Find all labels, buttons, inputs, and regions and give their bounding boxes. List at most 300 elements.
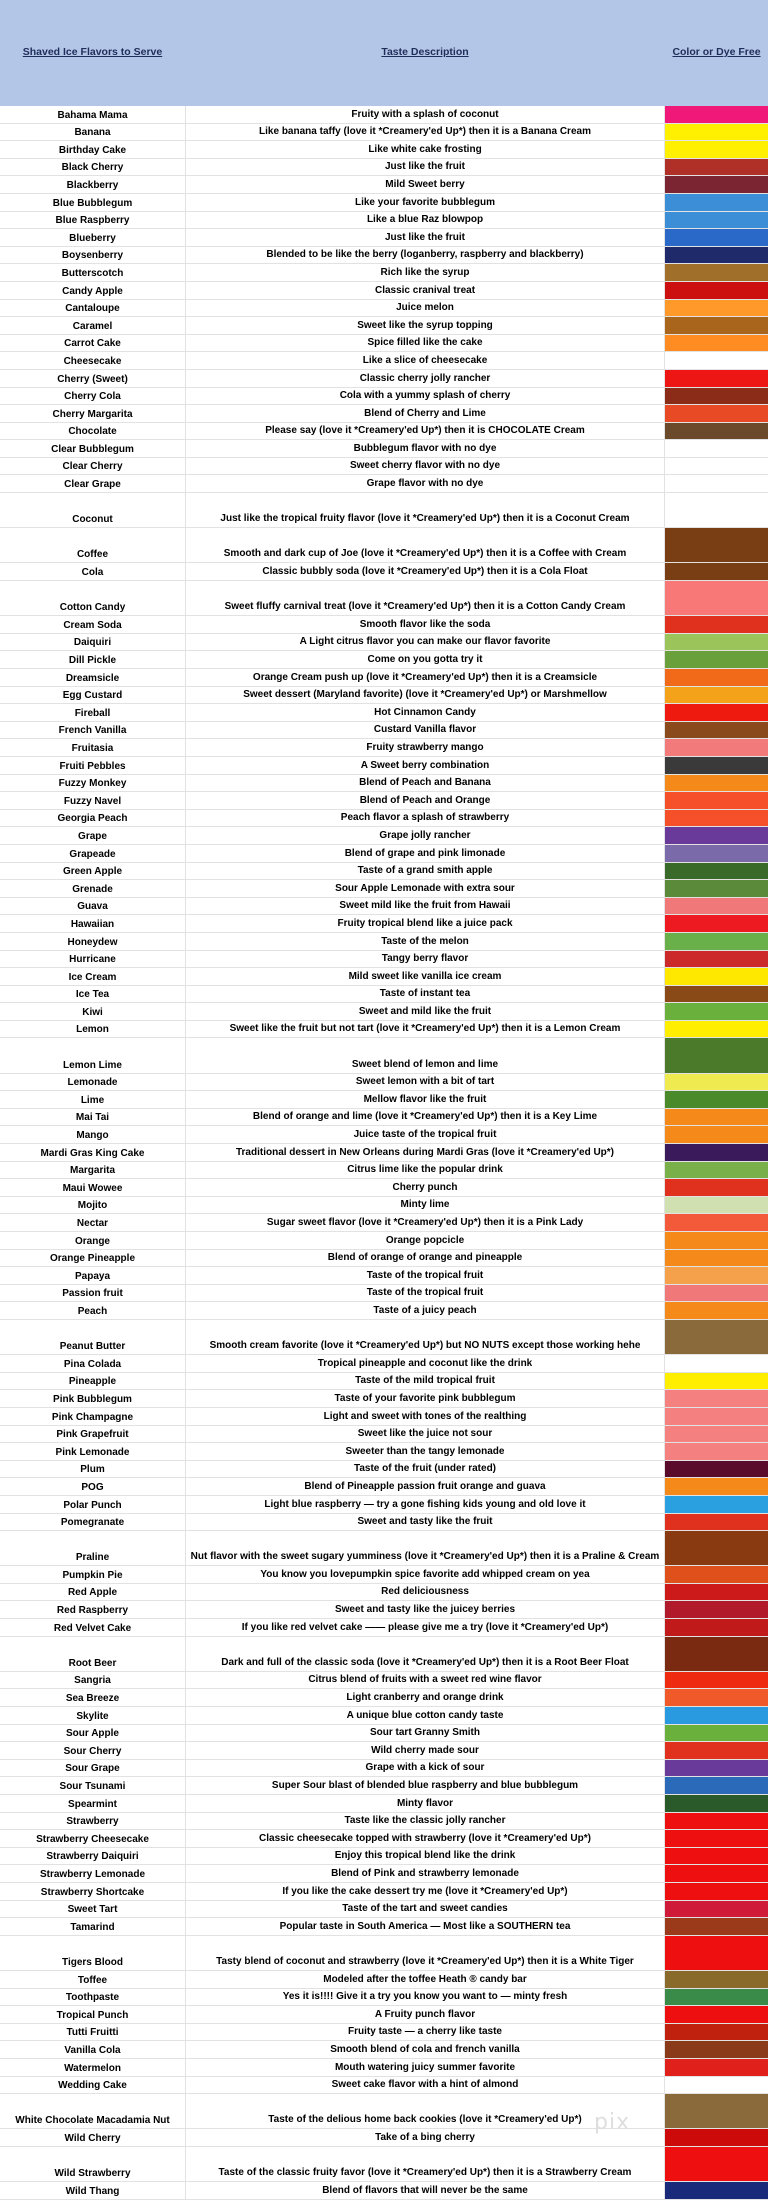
flavor-description: Taste of the tropical fruit <box>185 1267 665 1284</box>
flavor-name: Daiquiri <box>73 637 112 649</box>
flavor-description: Blend of Pink and strawberry lemonade <box>185 1865 665 1882</box>
flavor-description: Classic cranival treat <box>185 282 665 299</box>
flavor-row <box>0 1989 768 2007</box>
flavor-row <box>0 1936 768 1971</box>
flavor-color-swatch <box>665 1742 768 1759</box>
flavor-color-swatch <box>665 1777 768 1794</box>
flavor-row <box>0 247 768 265</box>
flavor-name: Clear Bubblegum <box>51 443 134 455</box>
flavor-row <box>0 2041 768 2059</box>
flavor-color-swatch <box>665 1566 768 1583</box>
flavor-row <box>0 335 768 353</box>
flavor-color-swatch <box>665 1373 768 1390</box>
flavor-color-swatch <box>665 1320 768 1354</box>
flavor-color-swatch <box>665 2006 768 2023</box>
flavor-color-swatch <box>665 317 768 334</box>
flavor-name: Strawberry Daiquiri <box>46 1851 139 1863</box>
flavor-color-swatch <box>665 440 768 457</box>
flavor-name: Boysenberry <box>61 250 124 262</box>
flavor-row <box>0 1760 768 1778</box>
flavor-name: Wild Cherry <box>64 2132 121 2144</box>
flavor-row <box>0 915 768 933</box>
flavor-color-swatch <box>665 810 768 827</box>
flavor-row <box>0 1302 768 1320</box>
flavor-name: Pink Grapefruit <box>56 1429 129 1441</box>
flavor-description: Sweet fluffy carnival treat (love it *Creamery'ed Up*) then it is a Cotton Candy Cream <box>185 581 665 615</box>
flavor-row <box>0 1795 768 1813</box>
flavor-name: Black Cherry <box>61 162 124 174</box>
flavor-description: Taste of your favorite pink bubblegum <box>185 1390 665 1407</box>
flavor-description: Light and sweet with tones of the realthing <box>185 1408 665 1425</box>
flavor-color-swatch <box>665 2129 768 2146</box>
flavor-name: Ice Tea <box>75 989 110 1001</box>
flavor-row <box>0 1584 768 1602</box>
flavor-color-swatch <box>665 2059 768 2076</box>
flavor-color-swatch <box>665 880 768 897</box>
flavor-row <box>0 1091 768 1109</box>
color-column-heading: Color or Dye Free <box>672 46 761 58</box>
flavor-name: Margarita <box>69 1165 115 1177</box>
flavor-color-swatch <box>665 1848 768 1865</box>
flavor-column-heading: Shaved Ice Flavors to Serve <box>22 46 163 58</box>
flavor-color-swatch <box>665 634 768 651</box>
flavor-name: Banana <box>74 127 111 139</box>
flavor-color-swatch <box>665 423 768 440</box>
flavor-name: Orange <box>74 1235 110 1247</box>
flavor-name: Sweet Tart <box>67 1904 118 1916</box>
flavor-description: Tasty blend of coconut and strawberry (love it *Creamery'ed Up*) then it is a White Tiger <box>185 1936 665 1970</box>
flavor-name: Spearmint <box>68 1798 117 1810</box>
flavor-row <box>0 2182 768 2200</box>
flavor-name: Mango <box>76 1130 109 1142</box>
flavor-color-swatch <box>665 1179 768 1196</box>
flavor-row <box>0 810 768 828</box>
flavor-row <box>0 687 768 705</box>
flavor-row <box>0 1637 768 1672</box>
flavor-description: Citrus blend of fruits with a sweet red wine flavor <box>185 1672 665 1689</box>
flavor-color-swatch <box>665 1637 768 1671</box>
flavor-name: Grapeade <box>69 848 116 860</box>
flavor-row <box>0 528 768 563</box>
flavor-color-swatch <box>665 1989 768 2006</box>
flavor-name: Sour Apple <box>66 1728 119 1740</box>
flavor-row <box>0 1038 768 1073</box>
flavor-name: Tigers Blood <box>62 1956 123 1968</box>
flavor-row <box>0 1443 768 1461</box>
flavor-description: Sweet like the juice not sour <box>185 1426 665 1443</box>
flavor-name: Hawaiian <box>70 918 115 930</box>
flavor-description: A unique blue cotton candy taste <box>185 1707 665 1724</box>
flavor-color-swatch <box>665 1601 768 1618</box>
flavor-name: Tropical Punch <box>56 2009 129 2021</box>
flavor-color-swatch <box>665 405 768 422</box>
flavor-description: Blend of orange of orange and pineapple <box>185 1250 665 1267</box>
flavor-color-swatch <box>665 722 768 739</box>
flavor-table-body <box>0 106 768 2200</box>
flavor-row <box>0 775 768 793</box>
flavor-color-swatch <box>665 968 768 985</box>
flavor-description: Sweet and mild like the fruit <box>185 1003 665 1020</box>
flavor-description: Just like the tropical fruity flavor (love it *Creamery'ed Up*) then it is a Coconut Cream <box>185 493 665 527</box>
flavor-name: Sangria <box>74 1675 111 1687</box>
flavor-description: Sweet lemon with a bit of tart <box>185 1074 665 1091</box>
flavor-row <box>0 1883 768 1901</box>
flavor-description: A Sweet berry combination <box>185 757 665 774</box>
flavor-row <box>0 827 768 845</box>
flavor-name: Sour Cherry <box>63 1745 122 1757</box>
flavor-name: Strawberry Lemonade <box>39 1868 146 1880</box>
flavor-description: Cola with a yummy splash of cherry <box>185 388 665 405</box>
flavor-row <box>0 1478 768 1496</box>
flavor-name: Georgia Peach <box>57 813 128 825</box>
flavor-color-swatch <box>665 704 768 721</box>
flavor-color-swatch <box>665 2182 768 2199</box>
flavor-description: If you like the cake dessert try me (love it *Creamery'ed Up*) <box>185 1883 665 1900</box>
flavor-description: Mellow flavor like the fruit <box>185 1091 665 1108</box>
flavor-color-swatch <box>665 264 768 281</box>
flavor-name: Clear Grape <box>64 479 121 491</box>
flavor-name: Blueberry <box>69 232 116 244</box>
flavor-name: Pineapple <box>68 1376 117 1388</box>
flavor-description: Mouth watering juicy summer favorite <box>185 2059 665 2076</box>
flavor-name: Nectar <box>76 1218 109 1229</box>
flavor-color-swatch <box>665 757 768 774</box>
flavor-description: Come on you gotta try it <box>185 651 665 668</box>
flavor-color-swatch <box>665 1038 768 1072</box>
flavor-description: Like a slice of cheesecake <box>185 352 665 369</box>
flavor-name: Strawberry <box>66 1816 119 1828</box>
flavor-row <box>0 2024 768 2042</box>
flavor-name: Green Apple <box>62 866 123 878</box>
flavor-description: A Fruity punch flavor <box>185 2006 665 2023</box>
flavor-description: Fruity strawberry mango <box>185 739 665 756</box>
flavor-row <box>0 563 768 581</box>
flavor-name: Egg Custard <box>62 690 123 702</box>
flavor-name: Mai Tai <box>75 1112 110 1124</box>
flavor-description: Like banana taffy (love it *Creamery'ed Up*) then it is a Banana Cream <box>185 124 665 141</box>
flavor-row <box>0 704 768 722</box>
flavor-row <box>0 1074 768 1092</box>
flavor-description: Sweet blend of lemon and lime <box>185 1038 665 1072</box>
flavor-description: Grape jolly rancher <box>185 827 665 844</box>
flavor-row <box>0 493 768 528</box>
flavor-color-swatch <box>665 863 768 880</box>
flavor-row <box>0 739 768 757</box>
flavor-description: Take of a bing cherry <box>185 2129 665 2146</box>
flavor-description: Bubblegum flavor with no dye <box>185 440 665 457</box>
flavor-row <box>0 405 768 423</box>
flavor-row <box>0 1390 768 1408</box>
flavor-description: Nut flavor with the sweet sugary yumminess (love it *Creamery'ed Up*) then it is a Praline & Cream <box>185 1531 665 1565</box>
flavor-description: Orange Cream push up (love it *Creamery'ed Up*) then it is a Creamsicle <box>185 669 665 686</box>
flavor-description: Sweet dessert (Maryland favorite) (love it *Creamery'ed Up*) or Marshmellow <box>185 687 665 704</box>
flavor-row <box>0 880 768 898</box>
flavor-name: Sour Tsunami <box>59 1781 126 1792</box>
flavor-description: Classic cheesecake topped with strawberry (love it *Creamery'ed Up*) <box>185 1830 665 1847</box>
flavor-color-swatch <box>665 563 768 580</box>
flavor-color-swatch <box>665 247 768 264</box>
flavor-description: Taste of the delious home back cookies (love it *Creamery'ed Up*) <box>185 2094 665 2128</box>
flavor-color-swatch <box>665 1285 768 1302</box>
flavor-row <box>0 423 768 441</box>
flavor-color-swatch <box>665 1760 768 1777</box>
flavor-name: Blue Bubblegum <box>52 197 133 209</box>
flavor-row <box>0 141 768 159</box>
flavor-color-swatch <box>665 1689 768 1706</box>
flavor-row <box>0 2094 768 2129</box>
flavor-description: Citrus lime like the popular drink <box>185 1162 665 1179</box>
flavor-color-swatch <box>665 2041 768 2058</box>
flavor-color-swatch <box>665 986 768 1003</box>
flavor-description: Please say (love it *Creamery'ed Up*) then it is CHOCOLATE Cream <box>185 423 665 440</box>
flavor-description: Wild cherry made sour <box>185 1742 665 1759</box>
flavor-row <box>0 1901 768 1919</box>
flavor-color-swatch <box>665 2147 768 2181</box>
flavor-name: Honeydew <box>67 936 118 948</box>
flavor-color-swatch <box>665 1126 768 1143</box>
flavor-name: Watermelon <box>64 2062 121 2074</box>
flavor-name: Caramel <box>72 320 113 332</box>
flavor-name: Lime <box>80 1094 105 1106</box>
flavor-row <box>0 2077 768 2095</box>
flavor-description: Modeled after the toffee Heath ® candy bar <box>185 1971 665 1988</box>
flavor-row <box>0 1003 768 1021</box>
flavor-row <box>0 1408 768 1426</box>
flavor-color-swatch <box>665 1390 768 1407</box>
flavor-description: Taste of the classic fruity favor (love it *Creamery'ed Up*) then it is a Strawberry Cream <box>185 2147 665 2181</box>
flavor-row <box>0 792 768 810</box>
flavor-name: Fireball <box>74 707 111 719</box>
flavor-description: Sweet cherry flavor with no dye <box>185 458 665 475</box>
flavor-color-swatch <box>665 1355 768 1372</box>
flavor-row <box>0 1250 768 1268</box>
flavor-description: Taste of a juicy peach <box>185 1302 665 1319</box>
flavor-color-swatch <box>665 300 768 317</box>
flavor-row <box>0 2006 768 2024</box>
flavor-row <box>0 757 768 775</box>
flavor-name: Pumpkin Pie <box>62 1569 123 1581</box>
flavor-description: Cherry punch <box>185 1179 665 1196</box>
flavor-color-swatch <box>665 1971 768 1988</box>
flavor-row <box>0 282 768 300</box>
flavor-row <box>0 1461 768 1479</box>
flavor-color-swatch <box>665 1302 768 1319</box>
flavor-color-swatch <box>665 739 768 756</box>
flavor-color-swatch <box>665 1813 768 1830</box>
flavor-row <box>0 1619 768 1637</box>
flavor-row <box>0 106 768 124</box>
flavor-description: Smooth blend of cola and french vanilla <box>185 2041 665 2058</box>
flavor-description: Fruity with a splash of coconut <box>185 106 665 123</box>
flavor-color-swatch <box>665 792 768 809</box>
flavor-name: Pink Lemonade <box>55 1446 130 1458</box>
flavor-name: Root Beer <box>68 1657 117 1669</box>
flavor-color-swatch <box>665 915 768 932</box>
flavor-color-swatch <box>665 370 768 387</box>
flavor-color-swatch <box>665 1865 768 1882</box>
flavor-row <box>0 1813 768 1831</box>
flavor-name: Grenade <box>72 883 113 895</box>
flavor-row <box>0 475 768 493</box>
flavor-row <box>0 581 768 616</box>
flavor-color-swatch <box>665 827 768 844</box>
flavor-name: Dill Pickle <box>68 655 117 666</box>
flavor-name: Tutti Fruitti <box>66 2027 119 2039</box>
flavor-color-swatch <box>665 176 768 193</box>
flavor-color-swatch <box>665 194 768 211</box>
flavor-row <box>0 669 768 687</box>
flavor-color-swatch <box>665 1707 768 1724</box>
flavor-row <box>0 159 768 177</box>
flavor-name: Wild Strawberry <box>54 2168 131 2180</box>
flavor-color-swatch <box>665 1426 768 1443</box>
flavor-description: Light blue raspberry — try a gone fishing kids young and old love it <box>185 1496 665 1513</box>
flavor-color-swatch <box>665 1514 768 1531</box>
flavor-color-swatch <box>665 1162 768 1179</box>
flavor-row <box>0 2147 768 2182</box>
flavor-row <box>0 1742 768 1760</box>
flavor-name: Cola <box>81 567 104 579</box>
taste-column-heading: Taste Description <box>381 46 469 58</box>
flavor-description: Just like the fruit <box>185 229 665 246</box>
flavor-row <box>0 651 768 669</box>
flavor-row <box>0 176 768 194</box>
flavor-description: Yes it is!!!! Give it a try you know you want to — minty fresh <box>185 1989 665 2006</box>
flavor-description: Grape with a kick of sour <box>185 1760 665 1777</box>
flavor-row <box>0 2129 768 2147</box>
flavor-color-swatch <box>665 458 768 475</box>
flavor-description: Taste like the classic jolly rancher <box>185 1813 665 1830</box>
flavor-color-swatch <box>665 1021 768 1038</box>
flavor-description: Sugar sweet flavor (love it *Creamery'ed Up*) then it is a Pink Lady <box>185 1214 665 1231</box>
flavor-description: Sweet like the fruit but not tart (love it *Creamery'ed Up*) then it is a Lemon Cream <box>185 1021 665 1038</box>
flavor-row <box>0 317 768 335</box>
flavor-description: Like your favorite bubblegum <box>185 194 665 211</box>
flavor-description: Enjoy this tropical blend like the drink <box>185 1848 665 1865</box>
flavor-color-swatch <box>665 669 768 686</box>
flavor-color-swatch <box>665 1531 768 1565</box>
flavor-description: Rich like the syrup <box>185 264 665 281</box>
flavor-name: Pina Colada <box>63 1358 122 1370</box>
flavor-description: Minty lime <box>185 1197 665 1214</box>
flavor-color-swatch <box>665 1725 768 1742</box>
flavor-color-swatch <box>665 282 768 299</box>
flavor-row <box>0 1214 768 1232</box>
flavor-name: Candy Apple <box>62 285 123 297</box>
flavor-description: Popular taste in South America — Most like a SOUTHERN tea <box>185 1918 665 1935</box>
flavor-name: Kiwi <box>82 1006 103 1018</box>
flavor-color-swatch <box>665 493 768 527</box>
flavor-name: Butterscotch <box>61 267 124 279</box>
flavor-row <box>0 1971 768 1989</box>
flavor-row <box>0 352 768 370</box>
flavor-name: Cherry Margarita <box>52 408 133 420</box>
flavor-description: Blend of orange and lime (love it *Creamery'ed Up*) then it is a Key Lime <box>185 1109 665 1126</box>
flavor-row <box>0 124 768 142</box>
flavor-color-swatch <box>665 1619 768 1636</box>
flavor-description: Taste of the melon <box>185 933 665 950</box>
flavor-name: Wild Thang <box>65 2185 120 2197</box>
flavor-description: Super Sour blast of blended blue raspberry and blue bubblegum <box>185 1777 665 1794</box>
flavor-description: Spice filled like the cake <box>185 335 665 352</box>
flavor-row <box>0 1601 768 1619</box>
flavor-name: Grape <box>78 830 107 842</box>
flavor-name: Sea Breeze <box>65 1693 120 1705</box>
flavor-row <box>0 1496 768 1514</box>
flavor-description: Tangy berry flavor <box>185 951 665 968</box>
flavor-name: White Chocolate Macadamia Nut <box>15 2115 170 2127</box>
flavor-row <box>0 1373 768 1391</box>
flavor-color-swatch <box>665 1478 768 1495</box>
flavor-color-swatch <box>665 1936 768 1970</box>
flavor-row <box>0 1179 768 1197</box>
flavor-color-swatch <box>665 1408 768 1425</box>
flavor-row <box>0 1777 768 1795</box>
flavor-name: Toffee <box>77 1974 108 1986</box>
flavor-color-swatch <box>665 1003 768 1020</box>
flavor-row <box>0 1672 768 1690</box>
flavor-name: Peach <box>77 1305 108 1317</box>
flavor-name: Cotton Candy <box>59 602 126 614</box>
flavor-color-swatch <box>665 1232 768 1249</box>
flavor-description: Taste of the mild tropical fruit <box>185 1373 665 1390</box>
flavor-name: Wedding Cake <box>58 2080 127 2092</box>
flavor-name: Mardi Gras King Cake <box>40 1147 145 1159</box>
flavor-name: Skylite <box>76 1710 109 1722</box>
flavor-color-swatch <box>665 141 768 158</box>
flavor-color-swatch <box>665 1461 768 1478</box>
flavor-color-swatch <box>665 1144 768 1161</box>
flavor-name: Lemon <box>76 1024 109 1036</box>
flavor-description: Grape flavor with no dye <box>185 475 665 492</box>
flavor-description: Sweet like the syrup topping <box>185 317 665 334</box>
flavor-color-swatch <box>665 528 768 562</box>
flavor-description: Traditional dessert in New Orleans during Mardi Gras (love it *Creamery'ed Up*) <box>185 1144 665 1161</box>
flavor-name: Red Velvet Cake <box>53 1622 132 1634</box>
flavor-row <box>0 1144 768 1162</box>
flavor-name: Toothpaste <box>65 1992 120 2004</box>
flavor-row <box>0 1355 768 1373</box>
flavor-row <box>0 1285 768 1303</box>
flavor-row <box>0 264 768 282</box>
flavor-row <box>0 616 768 634</box>
flavor-row <box>0 2059 768 2077</box>
flavor-description: Sweet and tasty like the juicey berries <box>185 1601 665 1618</box>
flavor-name: Dreamsicle <box>65 672 120 684</box>
flavor-name: Pink Champagne <box>51 1411 134 1423</box>
flavor-row <box>0 1830 768 1848</box>
flavor-row <box>0 986 768 1004</box>
flavor-row <box>0 1232 768 1250</box>
flavor-name: Blue Raspberry <box>55 215 130 227</box>
flavor-description: Sweet and tasty like the fruit <box>185 1514 665 1531</box>
flavor-color-swatch <box>665 1074 768 1091</box>
flavor-color-swatch <box>665 352 768 369</box>
flavor-color-swatch <box>665 616 768 633</box>
flavor-name: Chocolate <box>68 426 117 438</box>
flavor-name: Bahama Mama <box>57 109 128 121</box>
flavor-color-swatch <box>665 212 768 229</box>
flavor-color-swatch <box>665 1443 768 1460</box>
flavor-name: Lemonade <box>67 1077 118 1089</box>
flavor-description: Blend of Peach and Banana <box>185 775 665 792</box>
flavor-description: Dark and full of the classic soda (love it *Creamery'ed Up*) then it is a Root Beer Float <box>185 1637 665 1671</box>
flavor-color-swatch <box>665 898 768 915</box>
flavor-description: Smooth and dark cup of Joe (love it *Creamery'ed Up*) then it is a Coffee with Cream <box>185 528 665 562</box>
flavor-name: Orange Pineapple <box>49 1253 136 1265</box>
flavor-description: Like a blue Raz blowpop <box>185 212 665 229</box>
flavor-color-swatch <box>665 2094 768 2128</box>
